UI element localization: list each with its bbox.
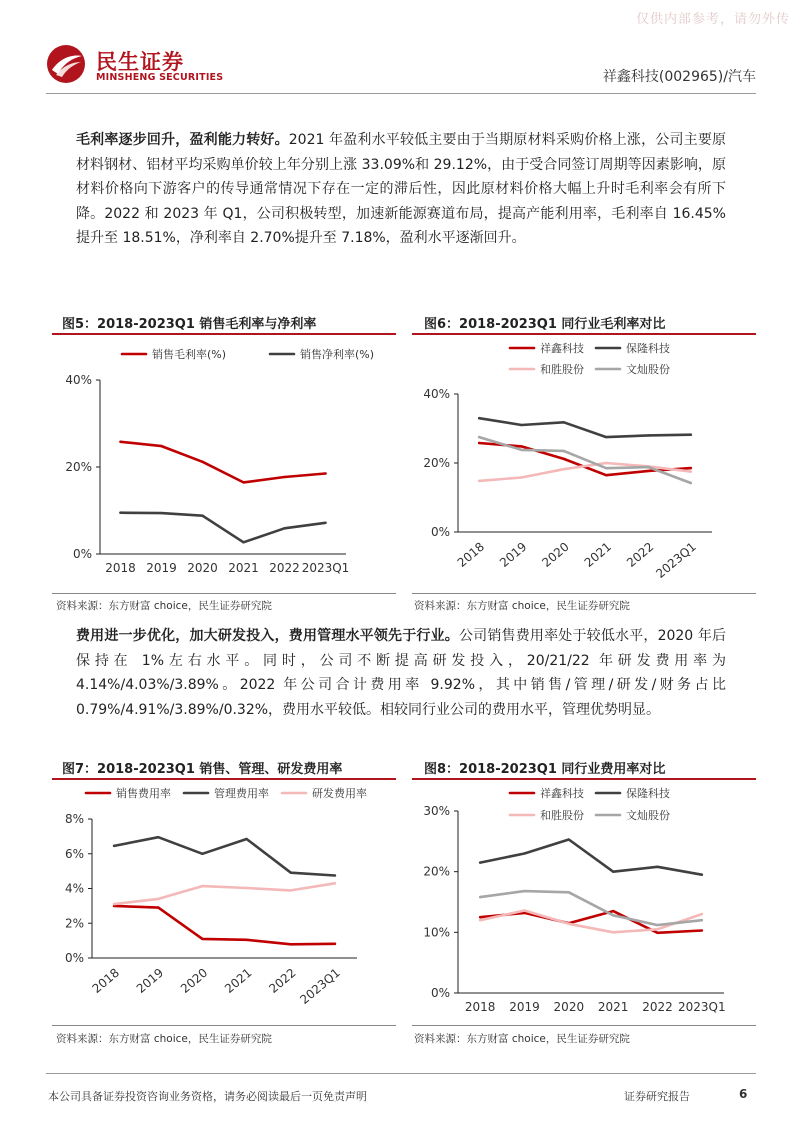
data-point bbox=[283, 476, 285, 478]
data-point bbox=[656, 932, 658, 934]
figure-7-source-rule bbox=[52, 1025, 396, 1026]
series-line bbox=[114, 837, 335, 875]
data-point bbox=[523, 890, 525, 892]
legend-label: 销售毛利率(%) bbox=[152, 348, 227, 361]
figure-6-source-rule bbox=[412, 593, 756, 594]
paragraph-expense-heading: 费用进一步优化，加大研发投入，费用管理水平领先于行业。 bbox=[76, 628, 459, 644]
data-point bbox=[701, 919, 703, 921]
x-tick-label: 2018 bbox=[105, 561, 136, 575]
data-point bbox=[479, 916, 481, 918]
paragraph-margin bbox=[76, 128, 726, 251]
company-ticker: 祥鑫科技(002965)/汽车 bbox=[602, 69, 756, 85]
figure-8-title: 图8：2018-2023Q1 同行业费用率对比 bbox=[424, 762, 666, 777]
data-point bbox=[201, 515, 203, 517]
figure-8-source: 资料来源：东方财富 choice，民生证券研究院 bbox=[414, 1033, 630, 1045]
x-tick-label: 2022 bbox=[266, 965, 299, 996]
x-tick-label: 2022 bbox=[624, 539, 657, 570]
footer-disclaimer: 本公司具备证券投资咨询业务资格，请务必阅读最后一页免责声明 bbox=[48, 1090, 367, 1103]
brand-name-en: MINSHENG SECURITIES bbox=[96, 72, 224, 83]
data-point bbox=[690, 467, 692, 469]
data-point bbox=[523, 852, 525, 854]
data-point bbox=[612, 931, 614, 933]
x-tick-label: 2020 bbox=[187, 561, 218, 575]
data-point bbox=[568, 891, 570, 893]
data-point bbox=[324, 522, 326, 524]
paragraph-margin-body: 2021 年盈利水平较低主要由于当期原材料采购价格上涨，公司主要原材料钢材、铝材平均采购单价较上年分别上涨 33.09%和 29.12%，由于受合同签订周期等因素影响，原材料价格向下游客户的传导通常情况下存在一定的滞后性，因此原材料价格大幅上升时毛利率会有所下降。2022 和 2023 年 Q1，公司积极转型，加速新能源赛道布局，提高产能利用率，毛利率自 16.45%提升至 18.51%，净利率自 2.70%提升至 7.18%，盈利水平逐渐回升。 bbox=[76, 132, 727, 246]
figure-7-source: 资料来源：东方财富 choice，民生证券研究院 bbox=[56, 1033, 272, 1045]
data-point bbox=[520, 424, 522, 426]
data-point bbox=[701, 929, 703, 931]
data-point bbox=[157, 906, 159, 908]
data-point bbox=[478, 417, 480, 419]
data-point bbox=[520, 449, 522, 451]
data-point bbox=[523, 909, 525, 911]
y-tick-label: 30% bbox=[423, 804, 450, 818]
figure-5-title-rule bbox=[52, 333, 396, 335]
figure-8-title-rule bbox=[412, 778, 756, 780]
figure-5-chart bbox=[52, 336, 396, 590]
y-tick-label: 20% bbox=[423, 864, 450, 879]
data-point bbox=[201, 853, 203, 855]
legend-label: 祥鑫科技 bbox=[540, 342, 584, 355]
data-point bbox=[242, 541, 244, 543]
legend-label: 研发费用率 bbox=[312, 787, 367, 800]
brand-name-cn: 民生证券 bbox=[96, 50, 184, 74]
data-point bbox=[478, 480, 480, 482]
figure-5-source: 资料来源：东方财富 choice，民生证券研究院 bbox=[56, 600, 272, 612]
series-line bbox=[114, 906, 335, 944]
data-point bbox=[656, 866, 658, 868]
data-point bbox=[568, 838, 570, 840]
data-point bbox=[605, 474, 607, 476]
data-point bbox=[563, 450, 565, 452]
data-point bbox=[612, 914, 614, 916]
data-point bbox=[520, 476, 522, 478]
x-tick-label: 2019 bbox=[497, 539, 530, 570]
y-tick-label: 20% bbox=[65, 460, 92, 474]
figure-6-chart bbox=[412, 336, 756, 590]
data-point bbox=[605, 467, 607, 469]
y-tick-label: 20% bbox=[423, 456, 450, 470]
legend-label: 文灿股份 bbox=[626, 809, 670, 822]
x-tick-label: 2019 bbox=[509, 1000, 540, 1014]
figure-6-title: 图6：2018-2023Q1 同行业毛利率对比 bbox=[424, 317, 666, 332]
data-point bbox=[478, 436, 480, 438]
data-point bbox=[605, 462, 607, 464]
x-tick-label: 2022 bbox=[642, 1000, 673, 1014]
data-point bbox=[334, 874, 336, 876]
data-point bbox=[479, 896, 481, 898]
data-point bbox=[479, 919, 481, 921]
header-divider bbox=[46, 93, 756, 94]
data-point bbox=[656, 928, 658, 930]
x-tick-label: 2021 bbox=[581, 539, 615, 570]
legend-label: 祥鑫科技 bbox=[540, 787, 584, 800]
x-tick-label: 2021 bbox=[222, 965, 255, 996]
data-point bbox=[690, 482, 692, 484]
series-line bbox=[114, 883, 335, 904]
data-point bbox=[245, 838, 247, 840]
data-point bbox=[245, 939, 247, 941]
minsheng-logo-icon bbox=[46, 44, 86, 84]
x-tick-label: 2023Q1 bbox=[297, 965, 343, 1007]
watermark-text: 仅供内部参考，请勿外传 bbox=[635, 12, 790, 27]
data-point bbox=[324, 472, 326, 474]
data-point bbox=[119, 511, 121, 513]
series-line bbox=[480, 840, 702, 875]
data-point bbox=[656, 924, 658, 926]
series-line bbox=[479, 418, 691, 437]
legend-label: 文灿股份 bbox=[626, 363, 670, 376]
figure-8-source-rule bbox=[412, 1025, 756, 1026]
x-tick-label: 2018 bbox=[454, 539, 488, 570]
data-point bbox=[612, 870, 614, 872]
data-point bbox=[290, 871, 292, 873]
x-tick-label: 2020 bbox=[177, 965, 211, 996]
data-point bbox=[647, 466, 649, 468]
y-tick-label: 40% bbox=[423, 387, 450, 401]
legend-label: 保隆科技 bbox=[626, 342, 670, 355]
x-tick-label: 2021 bbox=[228, 561, 259, 575]
data-point bbox=[113, 903, 115, 905]
series-line bbox=[480, 911, 702, 933]
x-tick-label: 2020 bbox=[553, 1000, 585, 1014]
data-point bbox=[290, 943, 292, 945]
data-point bbox=[701, 913, 703, 915]
data-point bbox=[201, 885, 203, 887]
legend-label: 销售费用率 bbox=[116, 787, 171, 800]
data-point bbox=[157, 836, 159, 838]
legend-label: 和胜股份 bbox=[540, 363, 584, 376]
x-tick-label: 2018 bbox=[89, 965, 123, 996]
series-line bbox=[121, 513, 326, 543]
data-point bbox=[520, 445, 522, 447]
series-line bbox=[479, 437, 691, 483]
data-point bbox=[563, 421, 565, 423]
figure-7-chart bbox=[52, 781, 396, 1023]
series-line bbox=[480, 891, 702, 925]
data-point bbox=[157, 898, 159, 900]
y-tick-label: 8% bbox=[64, 812, 84, 826]
data-point bbox=[563, 468, 565, 470]
figure-7-title: 图7：2018-2023Q1 销售、管理、研发费用率 bbox=[62, 762, 343, 777]
series-line bbox=[480, 911, 702, 933]
figure-6-title-rule bbox=[412, 333, 756, 335]
y-tick-label: 0% bbox=[64, 951, 84, 965]
data-point bbox=[568, 923, 570, 925]
data-point bbox=[605, 436, 607, 438]
x-tick-label: 2023Q1 bbox=[653, 539, 699, 581]
paragraph-margin-heading: 毛利率逐步回升，盈利能力转好。 bbox=[76, 132, 289, 148]
data-point bbox=[201, 461, 203, 463]
y-tick-label: 0% bbox=[72, 547, 92, 561]
data-point bbox=[334, 882, 336, 884]
figure-8-chart bbox=[412, 781, 756, 1023]
page-number: 6 bbox=[739, 1087, 748, 1101]
x-tick-label: 2020 bbox=[539, 539, 572, 570]
x-tick-label: 2022 bbox=[269, 561, 300, 575]
data-point bbox=[701, 874, 703, 876]
x-tick-label: 2023Q1 bbox=[301, 561, 350, 575]
legend-label: 保隆科技 bbox=[626, 787, 670, 800]
y-tick-label: 4% bbox=[64, 881, 84, 896]
x-tick-label: 2018 bbox=[464, 1000, 496, 1014]
data-point bbox=[647, 470, 649, 472]
y-tick-label: 10% bbox=[423, 925, 450, 940]
data-point bbox=[478, 442, 480, 444]
legend-label: 销售净利率(%) bbox=[300, 348, 375, 361]
data-point bbox=[612, 910, 614, 912]
data-point bbox=[334, 943, 336, 945]
data-point bbox=[242, 481, 244, 483]
data-point bbox=[160, 445, 162, 447]
data-point bbox=[160, 512, 162, 514]
figure-7-title-rule bbox=[52, 778, 396, 780]
data-point bbox=[201, 938, 203, 940]
y-tick-label: 40% bbox=[65, 373, 92, 387]
figure-5-title: 图5：2018-2023Q1 销售毛利率与净利率 bbox=[62, 317, 317, 332]
x-tick-label: 2023Q1 bbox=[678, 1000, 726, 1014]
footer-report-type: 证券研究报告 bbox=[624, 1090, 690, 1103]
paragraph-expense-body: 公司销售费用率处于较低水平，2020 年后保持在 1%左右水平。同时，公司不断提高研发投入，20/21/22 年研发费用率为 4.14%/4.03%/3.89%。2022 年公司合计费用率 9.92%，其中销售/管理/研发/财务占比 0.79%/4.91%/3.89%/0.32%，费用水平较低。相较同行业公司的费用水平，管理优势明显。 bbox=[76, 628, 727, 718]
y-tick-label: 0% bbox=[430, 986, 450, 1000]
series-line bbox=[121, 442, 326, 483]
x-tick-label: 2019 bbox=[133, 965, 167, 996]
footer-divider bbox=[46, 1073, 756, 1074]
data-point bbox=[290, 889, 292, 891]
figure-6-source: 资料来源：东方财富 choice，民生证券研究院 bbox=[414, 600, 630, 612]
y-tick-label: 0% bbox=[430, 525, 450, 539]
y-tick-label: 6% bbox=[64, 846, 84, 861]
legend-label: 管理费用率 bbox=[214, 787, 269, 800]
data-point bbox=[113, 845, 115, 847]
data-point bbox=[479, 861, 481, 863]
figure-5-source-rule bbox=[52, 593, 396, 594]
data-point bbox=[690, 434, 692, 436]
paragraph-expense bbox=[76, 624, 726, 722]
data-point bbox=[283, 527, 285, 529]
legend-label: 和胜股份 bbox=[540, 809, 584, 822]
x-tick-label: 2021 bbox=[597, 1000, 629, 1014]
y-tick-label: 2% bbox=[64, 916, 84, 931]
data-point bbox=[119, 441, 121, 443]
data-point bbox=[563, 458, 565, 460]
data-point bbox=[245, 887, 247, 889]
x-tick-label: 2019 bbox=[146, 561, 177, 575]
data-point bbox=[647, 434, 649, 436]
data-point bbox=[690, 470, 692, 472]
